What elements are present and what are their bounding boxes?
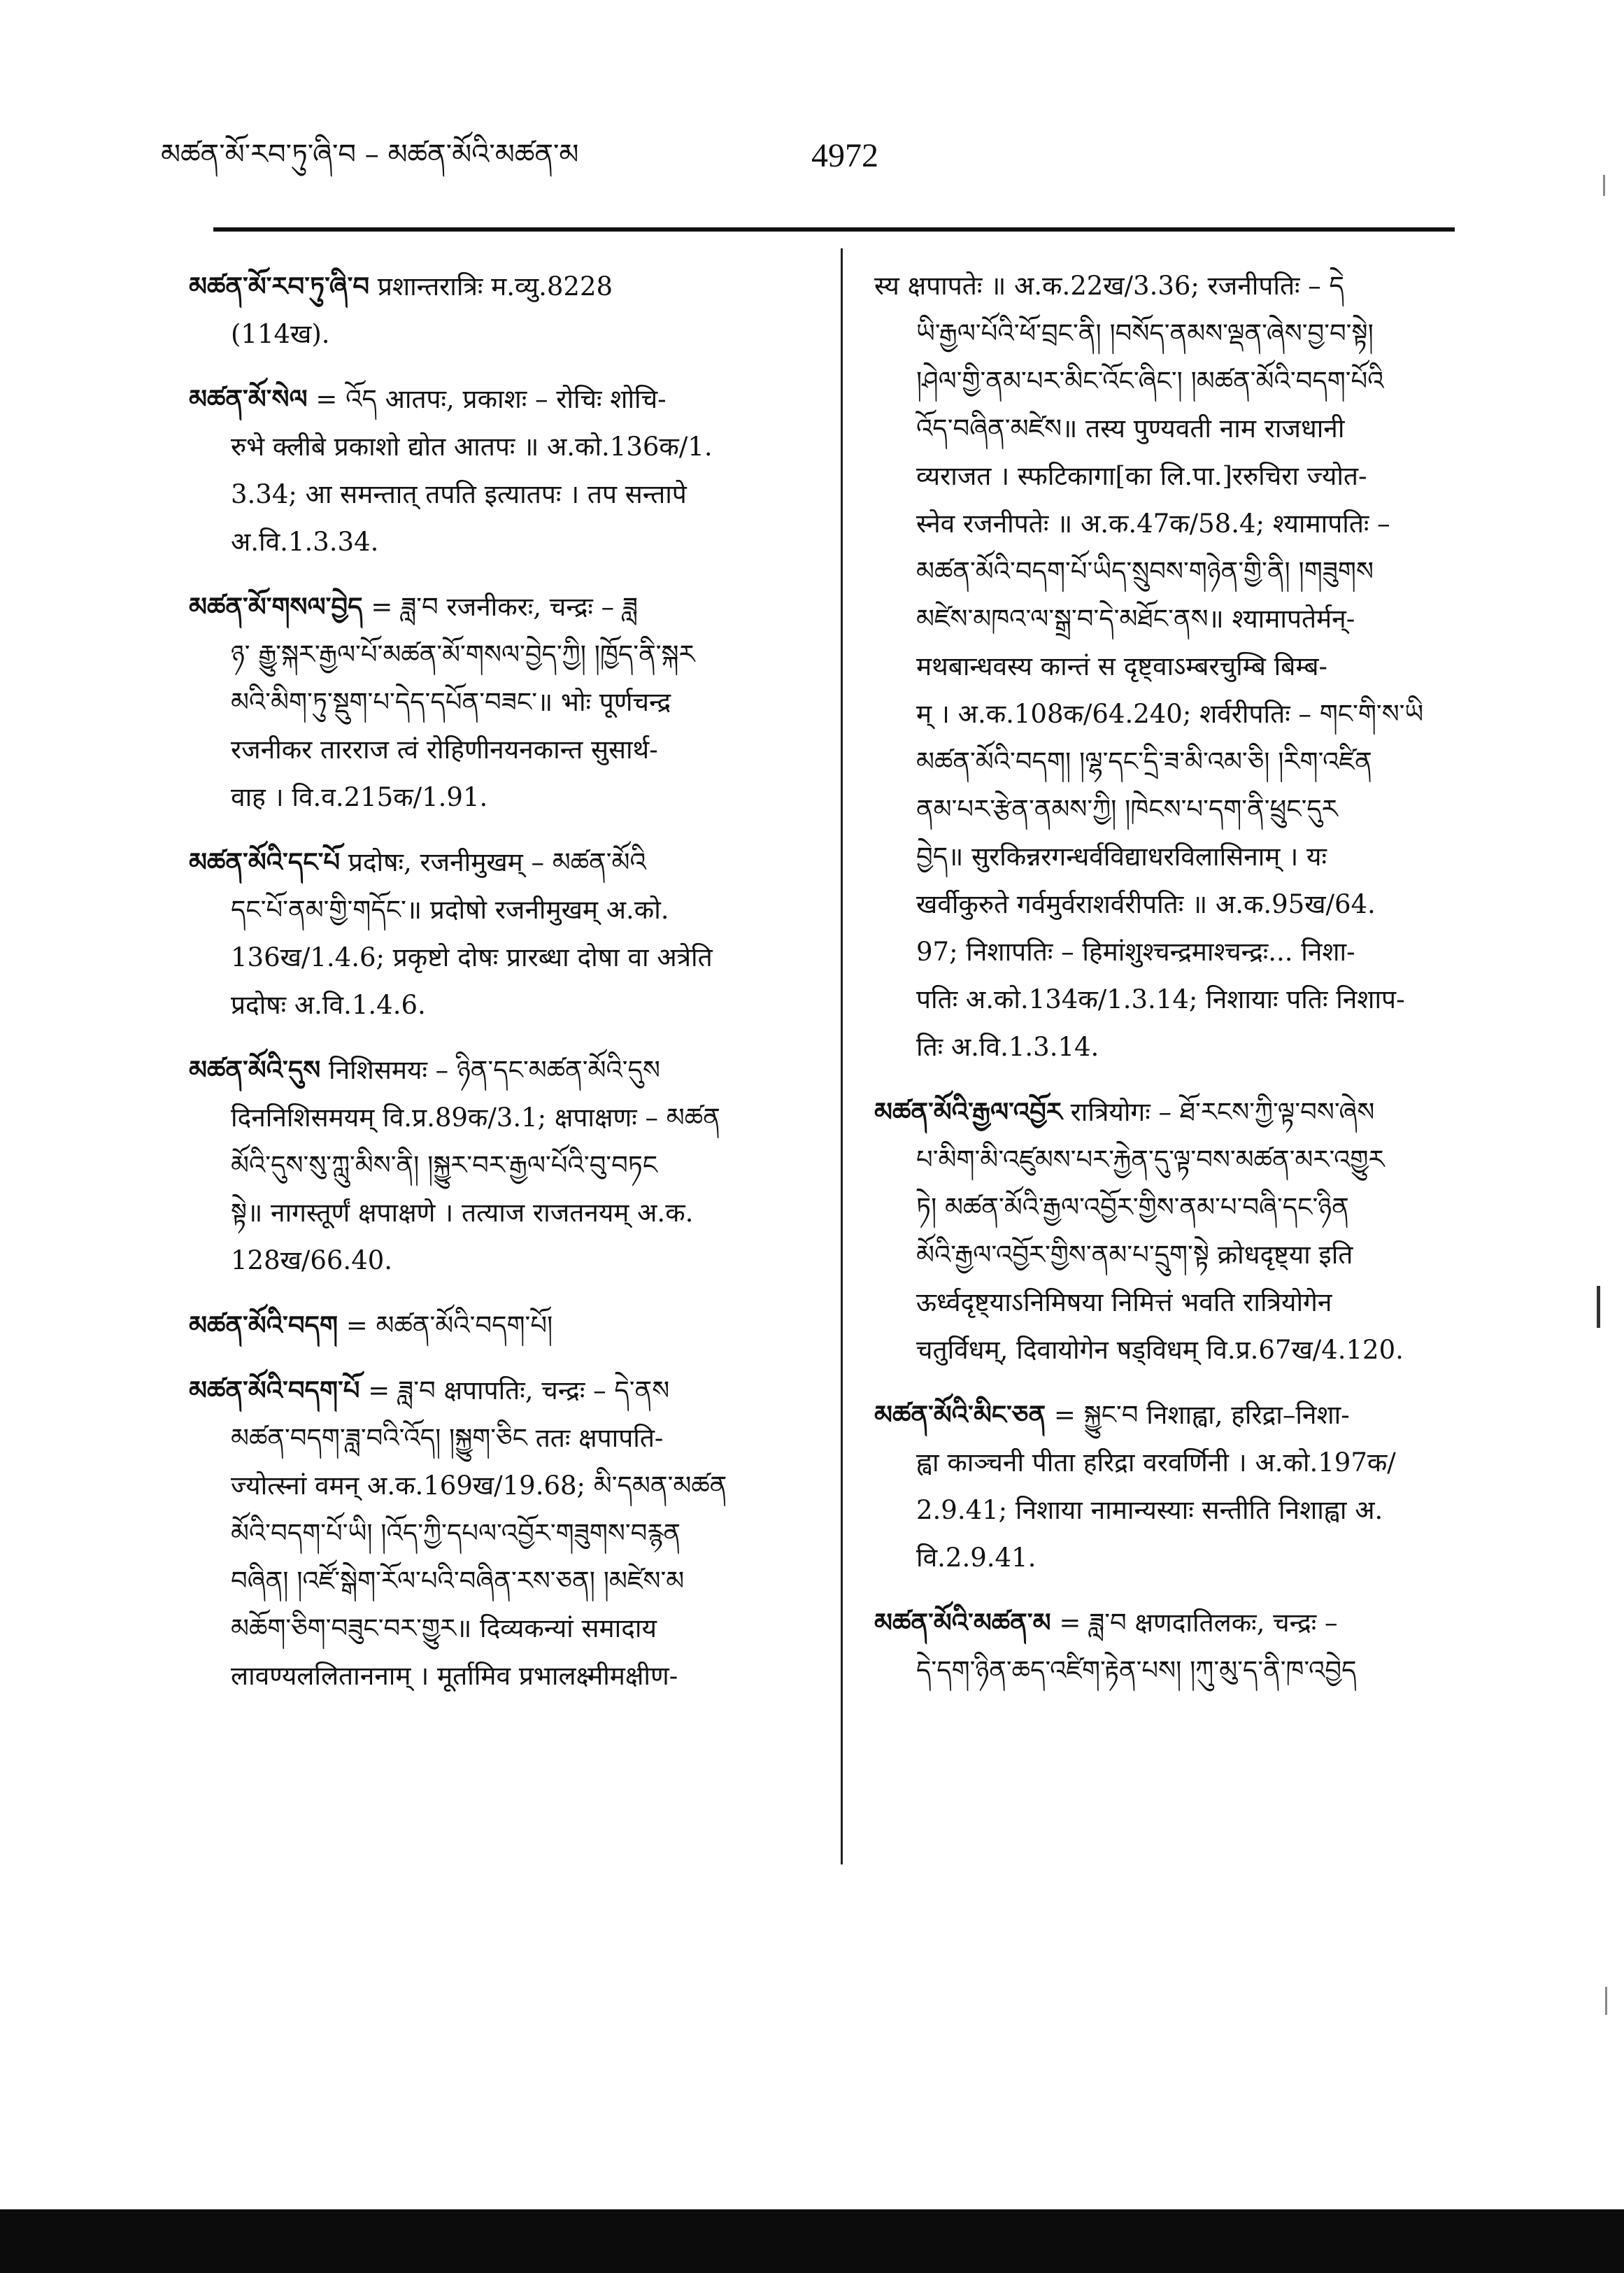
entry-headword: མཚན་མོའི་མཚན་མ xyxy=(874,1607,1051,1638)
entry-line xyxy=(189,631,804,679)
scan-artifact xyxy=(1603,175,1605,196)
entry-text: མོའི་རྒྱལ་འབྱོར་གྱིས་ནམ་པ་དྲུག་སྟེ क्रोधदृष्ट्या इति xyxy=(916,1240,1353,1270)
entry-text: प्रदोषः, रजनीमुखम् – མཚན་མོའི xyxy=(348,847,646,877)
entry-text: མཚན་མོའི་བདག་པོ་ཡིད་སྲུབས་གཉེན་གྱི་ནི། །གཟུགས xyxy=(916,556,1374,586)
entry-text: ज्योत्स्नां वमन् अ.क.169ख/19.68; མི་དམན་མཚན xyxy=(231,1471,727,1501)
entry-line xyxy=(189,1605,804,1652)
page-number: 4972 xyxy=(811,137,878,174)
entry-line xyxy=(189,1094,804,1142)
entry-text: तिः अ.वि.1.3.14. xyxy=(916,1032,1099,1062)
entry-line xyxy=(874,310,1455,357)
entry-line xyxy=(874,357,1455,405)
scan-artifact xyxy=(1597,1286,1600,1328)
entry-text: 2.9.41; निशाया नामान्यस्याः सन्तीति निशाह्वा अ. xyxy=(916,1495,1383,1525)
entry-line xyxy=(874,881,1455,928)
entry-line xyxy=(189,1462,804,1510)
entry-text: ཉ་ རྒྱུ་སྐར་རྒྱལ་པོ་མཚན་མོ་གསལ་བྱེད་ཀྱི། །ཁྱོད་ནི་སྐར xyxy=(231,639,695,670)
entry-line xyxy=(874,1391,1455,1439)
entry-line xyxy=(874,738,1455,786)
entry-line xyxy=(189,934,804,982)
entry-text: व्यराजत । स्फटिकागा[का लि.पा.]ररुचिरा ज्योत- xyxy=(916,461,1367,491)
entry-line xyxy=(189,1237,804,1284)
entry-line xyxy=(874,262,1455,310)
entry-line xyxy=(189,423,804,471)
entry-line xyxy=(874,1487,1455,1534)
entry-headword: མཚན་མོའི་བདག་པོ xyxy=(189,1375,360,1405)
dictionary-entry xyxy=(874,1391,1455,1582)
entry-line xyxy=(874,1231,1455,1279)
entry-headword: མཚན་མོའི་མིང་ཅན xyxy=(874,1399,1046,1430)
entry-line xyxy=(874,1647,1455,1694)
entry-line xyxy=(189,982,804,1029)
entry-text: वाह । वि.व.215क/1.91. xyxy=(231,782,488,812)
entry-line xyxy=(189,1189,804,1237)
entry-line xyxy=(874,1184,1455,1231)
entry-line xyxy=(189,679,804,726)
entry-line xyxy=(189,1366,804,1415)
entry-text: = འོད आतपः, प्रकाशः – रोचिः शोचि- xyxy=(315,384,667,414)
entry-line xyxy=(189,583,804,631)
dictionary-entry xyxy=(189,583,804,821)
header-rule xyxy=(213,227,1455,232)
entry-text: དེ་དག་ཉིན་ཆད་འཛིག་རྟེན་པས། །ཀུ་མུ་ད་ནི་ཁ་འབྱེད xyxy=(916,1655,1357,1685)
entry-text: स्य क्षपापतेः ॥ अ.क.22ख/3.36; रजनीपतिः – དེ xyxy=(874,271,1344,301)
entry-text: = ཟླ་བ क्षपापतिः, चन्द्रः – དེ་ནས xyxy=(368,1375,670,1405)
entry-text: 136ख/1.4.6; प्रकृष्टो दोषः प्रारब्धा दोषा वा अत्रेति xyxy=(231,942,713,972)
entry-headword: མཚན་མོ་གསལ་བྱེད xyxy=(189,591,363,622)
dictionary-entry xyxy=(189,262,804,358)
entry-line xyxy=(189,838,804,886)
entry-line xyxy=(189,1510,804,1557)
entry-line xyxy=(874,453,1455,500)
entry-line xyxy=(874,1136,1455,1184)
entry-line xyxy=(874,1534,1455,1582)
entry-line xyxy=(874,548,1455,595)
entry-text: प्रशान्तरात्रिः म.व्यु.8228 xyxy=(377,271,613,302)
entry-line xyxy=(874,643,1455,691)
entry-text: दिननिशिसमयम् वि.प्र.89क/3.1; क्षपाक्षणः – མཚན xyxy=(231,1103,720,1133)
entry-text: = མཚན་མོའི་བདག་པོ། xyxy=(346,1310,553,1340)
entry-line xyxy=(874,500,1455,548)
dictionary-entry xyxy=(189,1046,804,1284)
entry-text: པ་མིག་མི་འཛུམས་པར་རྐྱེན་དུ་ལྟ་བས་མཚན་མར་འགྱུར xyxy=(916,1145,1385,1175)
entry-text: སྟེ॥ नागस्तूर्णं क्षपाक्षणे । तत्याज राजतनयम् अ.क. xyxy=(231,1198,694,1228)
entry-text: མཚན་མོའི་བདག། །ལྷ་དང་དྲི་ཟ་མི་འམ་ཅི། །རིག་འཛིན xyxy=(916,746,1372,777)
entry-headword: མཚན་མོའི་དང་པོ xyxy=(189,847,341,877)
dictionary-entry xyxy=(874,1599,1455,1694)
entry-line xyxy=(874,1439,1455,1487)
entry-line xyxy=(874,1024,1455,1071)
entry-text: लावण्यललिताननाम् । मूर्तामिव प्रभालक्ष्मीमक्षीण- xyxy=(231,1661,678,1691)
entry-line xyxy=(189,262,804,311)
entry-text: །ཤེལ་གྱི་ནམ་པར་མིང་འོང་ཞིང་། །མཚན་མོའི་བདག་པོའི xyxy=(916,366,1384,396)
entry-line xyxy=(189,1415,804,1462)
entry-text: ནམ་པར་རྩེན་ནམས་ཀྱི། །ཁེངས་པ་དག་ནི་ཕྲུང་དུར xyxy=(916,794,1338,824)
entry-text: ह्वा काञ्चनी पीता हरिद्रा वरवर्णिनी । अ.को.197क/ xyxy=(916,1447,1396,1478)
dictionary-entry xyxy=(189,1366,804,1700)
entry-text: = ཟླ་བ क्षणदातिलकः, चन्द्रः – xyxy=(1059,1608,1338,1638)
entry-text: ཡི་རྒྱལ་པོའི་ཕོ་བྲང་ནི། །བསོད་ནམས་ལྡན་ཞེས་བྱ་བ་སྟེ། xyxy=(916,318,1374,348)
entry-line xyxy=(874,786,1455,833)
entry-text: 3.34; आ समन्तात् तपति इत्यातपः । तप सन्तापे xyxy=(231,479,687,509)
entry-line xyxy=(874,595,1455,643)
dictionary-entry xyxy=(874,262,1455,1071)
entry-text: रात्रियोगः – ཐོ་རངས་ཀྱི་ལྟ་བས་ཞེས xyxy=(1070,1097,1375,1127)
dictionary-entry xyxy=(189,375,804,566)
entry-headword: མཚན་མོའི་དུས xyxy=(189,1054,321,1085)
running-head: མཚན་མོ་རབ་ཏུ་ཞི་བ – མཚན་མོའི་མཚན་མ xyxy=(161,139,579,171)
scan-artifact xyxy=(1605,1987,1607,2015)
entry-text: स्नेव रजनीपतेः ॥ अ.क.47क/58.4; श्यामापतिः – xyxy=(916,509,1390,539)
entry-text: म् । अ.क.108क/64.240; शर्वरीपतिः – གང་གི་ས་ཡི xyxy=(916,699,1424,729)
dictionary-entry xyxy=(189,1301,804,1350)
entry-text: བཞིན། །འཛོ་སྒེག་རོལ་པའི་བཞིན་རས་ཅན། །མཛེས་མ xyxy=(231,1566,685,1596)
entry-text: = ཟླ་བ रजनीकरः, चन्द्रः – ཟླ xyxy=(371,592,639,622)
entry-line xyxy=(189,886,804,934)
dictionary-entry xyxy=(874,1088,1455,1374)
entry-line xyxy=(874,833,1455,881)
entry-text: དང་པོ་ནམ་གྱི་གདོང་॥ प्रदोषो रजनीमुखम् अ.को. xyxy=(231,895,669,925)
entry-line xyxy=(189,1142,804,1189)
dictionary-entry xyxy=(189,838,804,1029)
entry-text: अ.वि.1.3.34. xyxy=(231,527,379,557)
entry-line xyxy=(189,471,804,518)
entry-line xyxy=(189,726,804,774)
entry-text: = སྐྱུང་བ निशाह्वा, हरिद्रा–निशा- xyxy=(1053,1400,1350,1430)
entry-line xyxy=(189,311,804,358)
scan-bottom-edge xyxy=(0,2209,1624,2273)
entry-text: प्रदोषः अ.वि.1.4.6. xyxy=(231,990,426,1020)
entry-line xyxy=(874,928,1455,976)
entry-text: रजनीकर तारराज त्वं रोहिणीनयनकान्त सुसार्थ- xyxy=(231,735,658,765)
entry-text: वि.2.9.41. xyxy=(916,1543,1037,1573)
entry-line xyxy=(189,518,804,566)
left-column xyxy=(189,262,804,1717)
entry-text: མཚན་བདག་ཟླ་བའི་འོད། །སྐྱུག་ཅིང ततः क्षपापति- xyxy=(231,1423,664,1453)
entry-text: 128ख/66.40. xyxy=(231,1245,393,1275)
entry-text: पतिः अ.को.134क/1.3.14; निशायाः पतिः निशाप- xyxy=(916,984,1405,1014)
entry-text: བྱེད॥ सुरकिन्नरगन्धर्वविद्याधरविलासिनाम् । यः xyxy=(916,842,1327,872)
right-column xyxy=(874,262,1455,1711)
entry-headword: མཚན་མོའི་རྒྱལ་འབྱོར xyxy=(874,1096,1062,1127)
entry-text: མོའི་དུས་སུ་ཀླུ་མིས་ནི། །སྐྱུར་བར་རྒྱལ་པོའི་བུ་བཏང xyxy=(231,1150,658,1180)
entry-text: མའི་མིག་ཏུ་སྡུག་པ་དེད་དཔོན་བཟང་॥ भोः पूर्णचन्द्र xyxy=(231,687,671,717)
entry-line xyxy=(189,1652,804,1700)
entry-text: ཏེ། མཚན་མོའི་རྒྱལ་འབྱོར་གྱིས་ནམ་པ་བཞི་དང་ཉིན xyxy=(916,1192,1349,1222)
entry-text: (114ख). xyxy=(231,319,330,349)
entry-text: འོད་བཞིན་མཛེས॥ तस्य पुण्यवती नाम राजधानी xyxy=(916,413,1345,444)
entry-line xyxy=(189,375,804,423)
entry-line xyxy=(189,1557,804,1605)
entry-text: मथबान्धवस्य कान्तं स दृष्ट्वाऽम्बरचुम्बि बिम्ब- xyxy=(916,651,1328,681)
entry-text: चतुर्विधम्, दिवायोगेन षड्विधम् वि.प्र.67ख/4.120. xyxy=(916,1335,1404,1365)
column-divider xyxy=(841,248,843,1864)
entry-headword: མཚན་མོའི་བདག xyxy=(189,1310,339,1340)
entry-text: མཆོག་ཅིག་བཟུང་བར་གྱུར॥ दिव्यकन्यां समादाय xyxy=(231,1613,657,1643)
entry-text: ऊर्ध्वदृष्ट्याऽनिमिषया निमित्तं भवति रात्रियोगेन xyxy=(916,1287,1332,1317)
entry-text: निशिसमयः – ཉིན་དང་མཚན་མོའི་དུས xyxy=(328,1055,660,1085)
entry-line xyxy=(874,1088,1455,1136)
entry-headword: མཚན་མོ་རབ་ཏུ་ཞི་བ xyxy=(189,271,370,302)
entry-line xyxy=(874,405,1455,453)
entry-line xyxy=(189,774,804,821)
entry-text: མཛེས་མཁའ་ལ་སྒྲ་བ་དེ་མཐོང་ནས॥ श्यामापतेर्मन्- xyxy=(916,604,1355,634)
entry-text: खर्वीकुरुते गर्वमुर्वराशर्वरीपतिः ॥ अ.क.95ख/64. xyxy=(916,889,1376,919)
entry-line xyxy=(874,1599,1455,1647)
entry-headword: མཚན་མོ་སེལ xyxy=(189,383,308,414)
entry-line xyxy=(874,1279,1455,1326)
entry-text: 97; निशापतिः – हिमांशुश्चन्द्रमाश्चन्द्रः... निशा- xyxy=(916,937,1355,967)
entry-line xyxy=(874,691,1455,738)
entry-line xyxy=(189,1301,804,1350)
entry-line xyxy=(874,1326,1455,1374)
entry-text: མོའི་བདག་པོ་ཡི། །འོད་ཀྱི་དཔལ་འབྱོར་གཟུགས་བརྙན xyxy=(231,1518,681,1548)
entry-text: रुभे क्लीबे प्रकाशो द्योत आतपः ॥ अ.को.136क/1. xyxy=(231,432,713,462)
entry-line xyxy=(874,976,1455,1024)
entry-line xyxy=(189,1046,804,1094)
